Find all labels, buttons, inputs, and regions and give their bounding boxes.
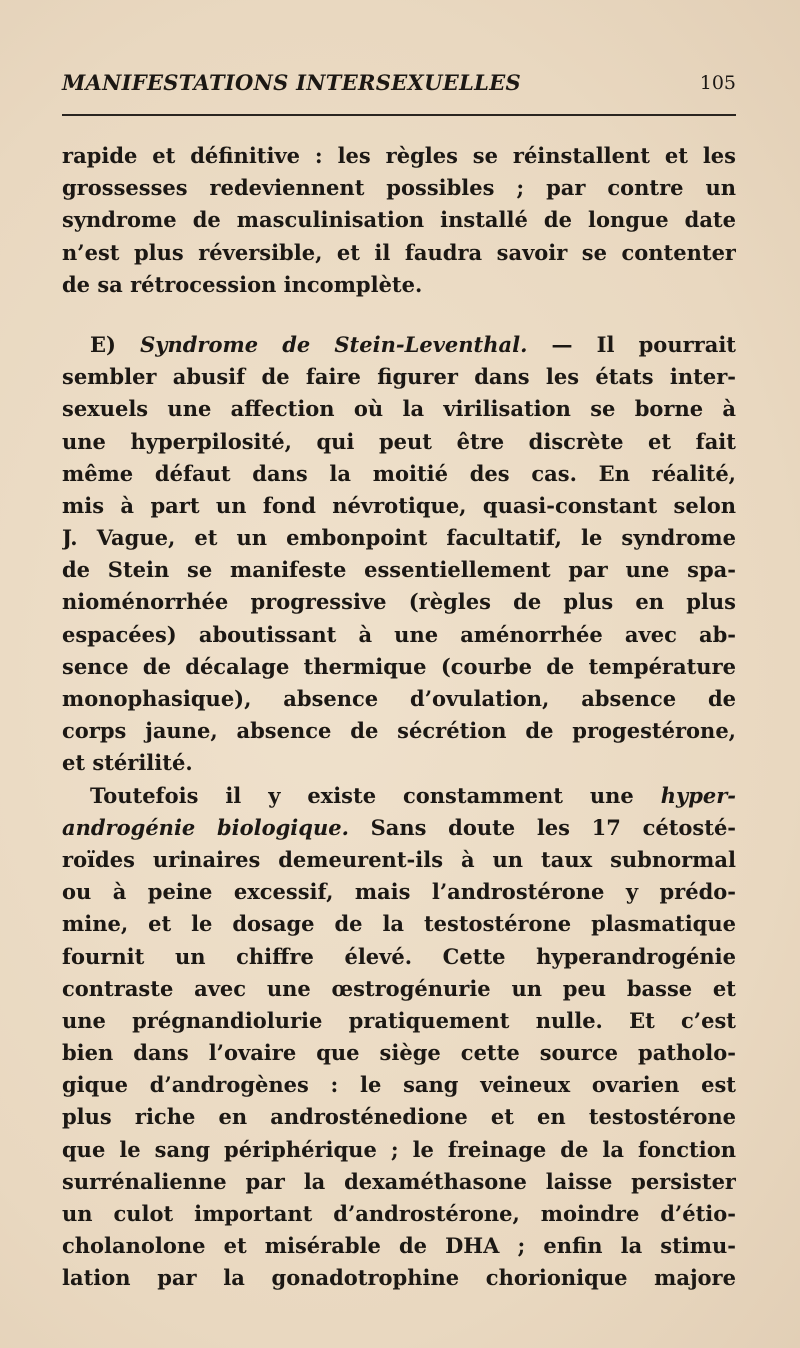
running-title: MANIFESTATIONS INTERSEXUELLES — [62, 70, 521, 95]
section-label: E) — [90, 331, 116, 357]
text-line: syndrome de masculinisation installé de longue date — [62, 207, 736, 233]
text-line: mine, et le dosage de la testostérone plasmatique — [62, 911, 736, 937]
text-line: espacées) aboutissant à une aménorrhée avec ab- — [62, 621, 736, 647]
section-heading: Syndrome de Stein-Leventhal. — [140, 331, 528, 357]
text-line: J. Vague, et un embonpoint facultatif, le syndrome — [62, 525, 736, 551]
text-line: roïdes urinaires demeurent-ils à un taux subnormal — [62, 846, 736, 872]
text-span: Sans doute les 17 cétosté- — [370, 814, 736, 840]
text-line: mis à part un fond névrotique, quasi-constant selon — [62, 492, 736, 518]
text-line: sence de décalage thermique (courbe de température — [62, 653, 736, 679]
text-line: n’est plus réversible, et il faudra savoir se contenter — [62, 239, 736, 265]
text-line: et stérilité. — [62, 750, 193, 776]
text-line: bien dans l’ovaire que siège cette source patholo- — [62, 1040, 736, 1066]
page-number: 105 — [699, 72, 736, 94]
text-line: cholanolone et misérable de DHA ; enfin la stimu- — [62, 1233, 736, 1259]
text-line — [62, 812, 736, 844]
paragraph-1 — [62, 140, 736, 301]
text-line: rapide et définitive : les règles se réinstallent et les — [62, 143, 736, 168]
header-rule — [62, 114, 736, 116]
text-line: nioménorrhée progressive (règles de plus en plus — [62, 589, 736, 615]
text-line: un culot important d’androstérone, moindre d’étio- — [62, 1201, 736, 1226]
text-line: lation par la gonadotrophine chorionique majore — [62, 1265, 736, 1291]
text-line — [62, 780, 736, 812]
text-line: que le sang périphérique ; le freinage de la fonction — [62, 1136, 736, 1162]
text-line: contraste avec une œstrogénurie un peu basse et — [62, 975, 736, 1001]
text-line: sexuels une affection où la virilisation se borne à — [62, 396, 736, 422]
text-span: Toutefois il y existe constamment une — [90, 782, 634, 808]
running-head — [62, 70, 736, 104]
paragraph-3 — [62, 780, 736, 1295]
section-heading-line — [62, 329, 736, 361]
body-text — [62, 140, 736, 1295]
text-line: gique d’androgènes : le sang veineux ovarien est — [62, 1072, 736, 1098]
emphasis-text: hyper- — [660, 782, 736, 808]
text-line: plus riche en androsténedione et en testostérone — [62, 1104, 736, 1130]
text-line: même défaut dans la moitié des cas. En réalité, — [62, 460, 736, 486]
paragraph-gap — [62, 301, 736, 329]
text-line: de sa rétrocession incomplète. — [62, 271, 423, 297]
text-line: monophasique), absence d’ovulation, absence de — [62, 686, 736, 711]
emphasis-text: androgénie biologique. — [62, 814, 349, 840]
text-line: surrénalienne par la dexaméthasone laisse persister — [62, 1168, 736, 1194]
text-line: une prégnandiolurie pratiquement nulle. Et c’est — [62, 1007, 736, 1033]
text-line: ou à peine excessif, mais l’androstérone y prédo- — [62, 879, 736, 905]
section-heading-rest: — Il pourrait — [551, 331, 736, 357]
text-line: sembler abusif de faire figurer dans les états inter- — [62, 364, 736, 390]
paragraph-2 — [62, 329, 736, 780]
text-line: fournit un chiffre élevé. Cette hyperandrogénie — [62, 943, 736, 969]
text-line: corps jaune, absence de sécrétion de progestérone, — [62, 718, 736, 744]
text-line: une hyperpilosité, qui peut être discrète et fait — [62, 428, 736, 454]
text-line: grossesses redeviennent possibles ; par contre un — [62, 175, 736, 201]
text-line: de Stein se manifeste essentiellement par une spa- — [62, 557, 736, 583]
